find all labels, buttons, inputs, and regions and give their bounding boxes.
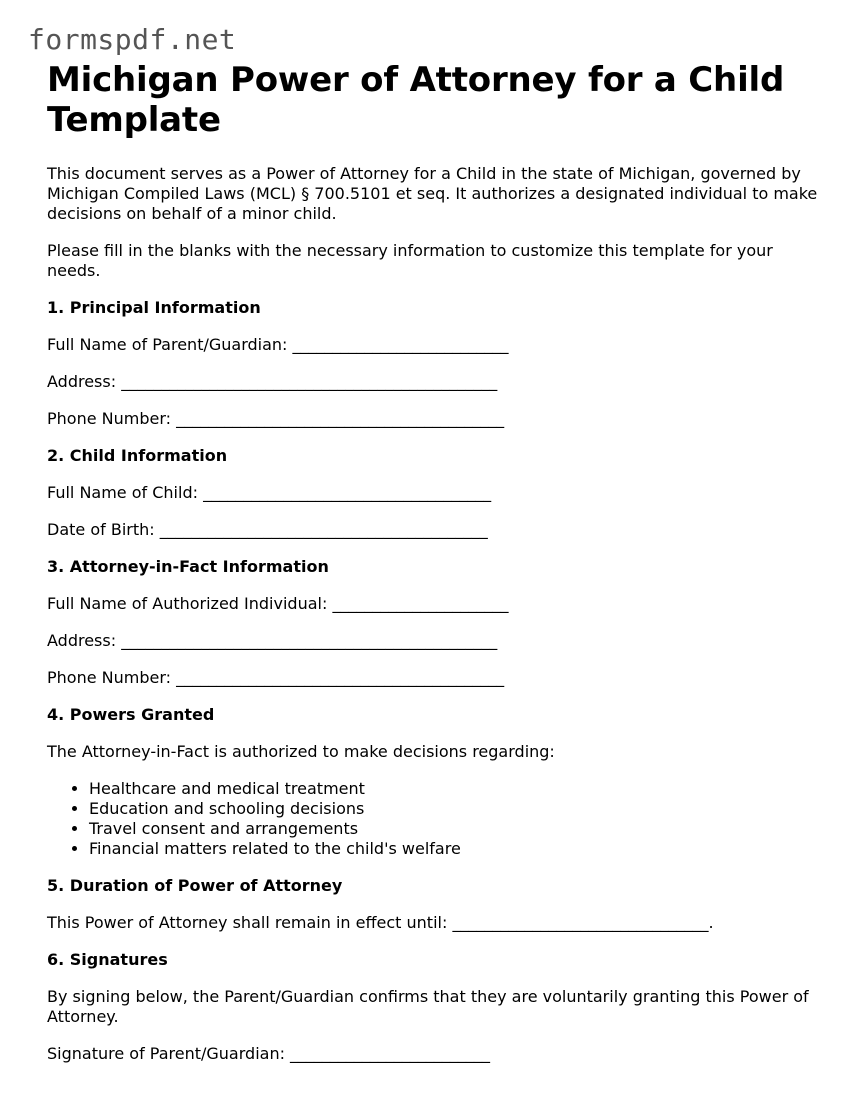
document-body [47, 60, 822, 1064]
list-item: • Financial matters related to the child's welfare [89, 839, 822, 859]
field-child-dob: Date of Birth: _________________________________________ [47, 520, 488, 539]
signatures-statement: By signing below, the Parent/Guardian confirms that they are voluntarily granting this Power of Attorney. [47, 987, 809, 1026]
field-attorney-name: Full Name of Authorized Individual: ______________________ [47, 594, 509, 613]
section-heading-powers: 4. Powers Granted [47, 705, 215, 724]
intro-paragraph: This document serves as a Power of Attorney for a Child in the state of Michigan, governed by Michigan Compiled Laws (MCL) § 700.5101 et seq. It authorizes a designated individual to make decisions on behalf of a minor child. [47, 164, 818, 223]
field-child-name: Full Name of Child: ____________________________________ [47, 483, 492, 502]
field-attorney-address: Address: _______________________________________________ [47, 631, 498, 650]
list-item: • Travel consent and arrangements [89, 819, 822, 839]
field-parent-address: Address: _______________________________________________ [47, 372, 498, 391]
field-parent-name: Full Name of Parent/Guardian: ___________________________ [47, 335, 509, 354]
field-duration: This Power of Attorney shall remain in effect until: ________________________________. [47, 913, 714, 932]
section-heading-signatures: 6. Signatures [47, 950, 168, 969]
watermark: formspdf.net [28, 23, 237, 56]
section-heading-principal: 1. Principal Information [47, 298, 261, 317]
powers-list [47, 779, 822, 859]
instructions-paragraph: Please fill in the blanks with the necessary information to customize this template for your needs. [47, 241, 773, 280]
field-attorney-phone: Phone Number: _________________________________________ [47, 668, 505, 687]
section-heading-duration: 5. Duration of Power of Attorney [47, 876, 343, 895]
field-parent-signature: Signature of Parent/Guardian: _________________________ [47, 1044, 491, 1063]
list-item: • Healthcare and medical treatment [89, 779, 822, 799]
field-parent-phone: Phone Number: _________________________________________ [47, 409, 505, 428]
list-item: • Education and schooling decisions [89, 799, 822, 819]
document-title: Michigan Power of Attorney for a Child Template [47, 60, 785, 140]
section-heading-child: 2. Child Information [47, 446, 228, 465]
section-heading-attorney: 3. Attorney-in-Fact Information [47, 557, 329, 576]
powers-intro-text: The Attorney-in-Fact is authorized to make decisions regarding: [47, 742, 555, 761]
